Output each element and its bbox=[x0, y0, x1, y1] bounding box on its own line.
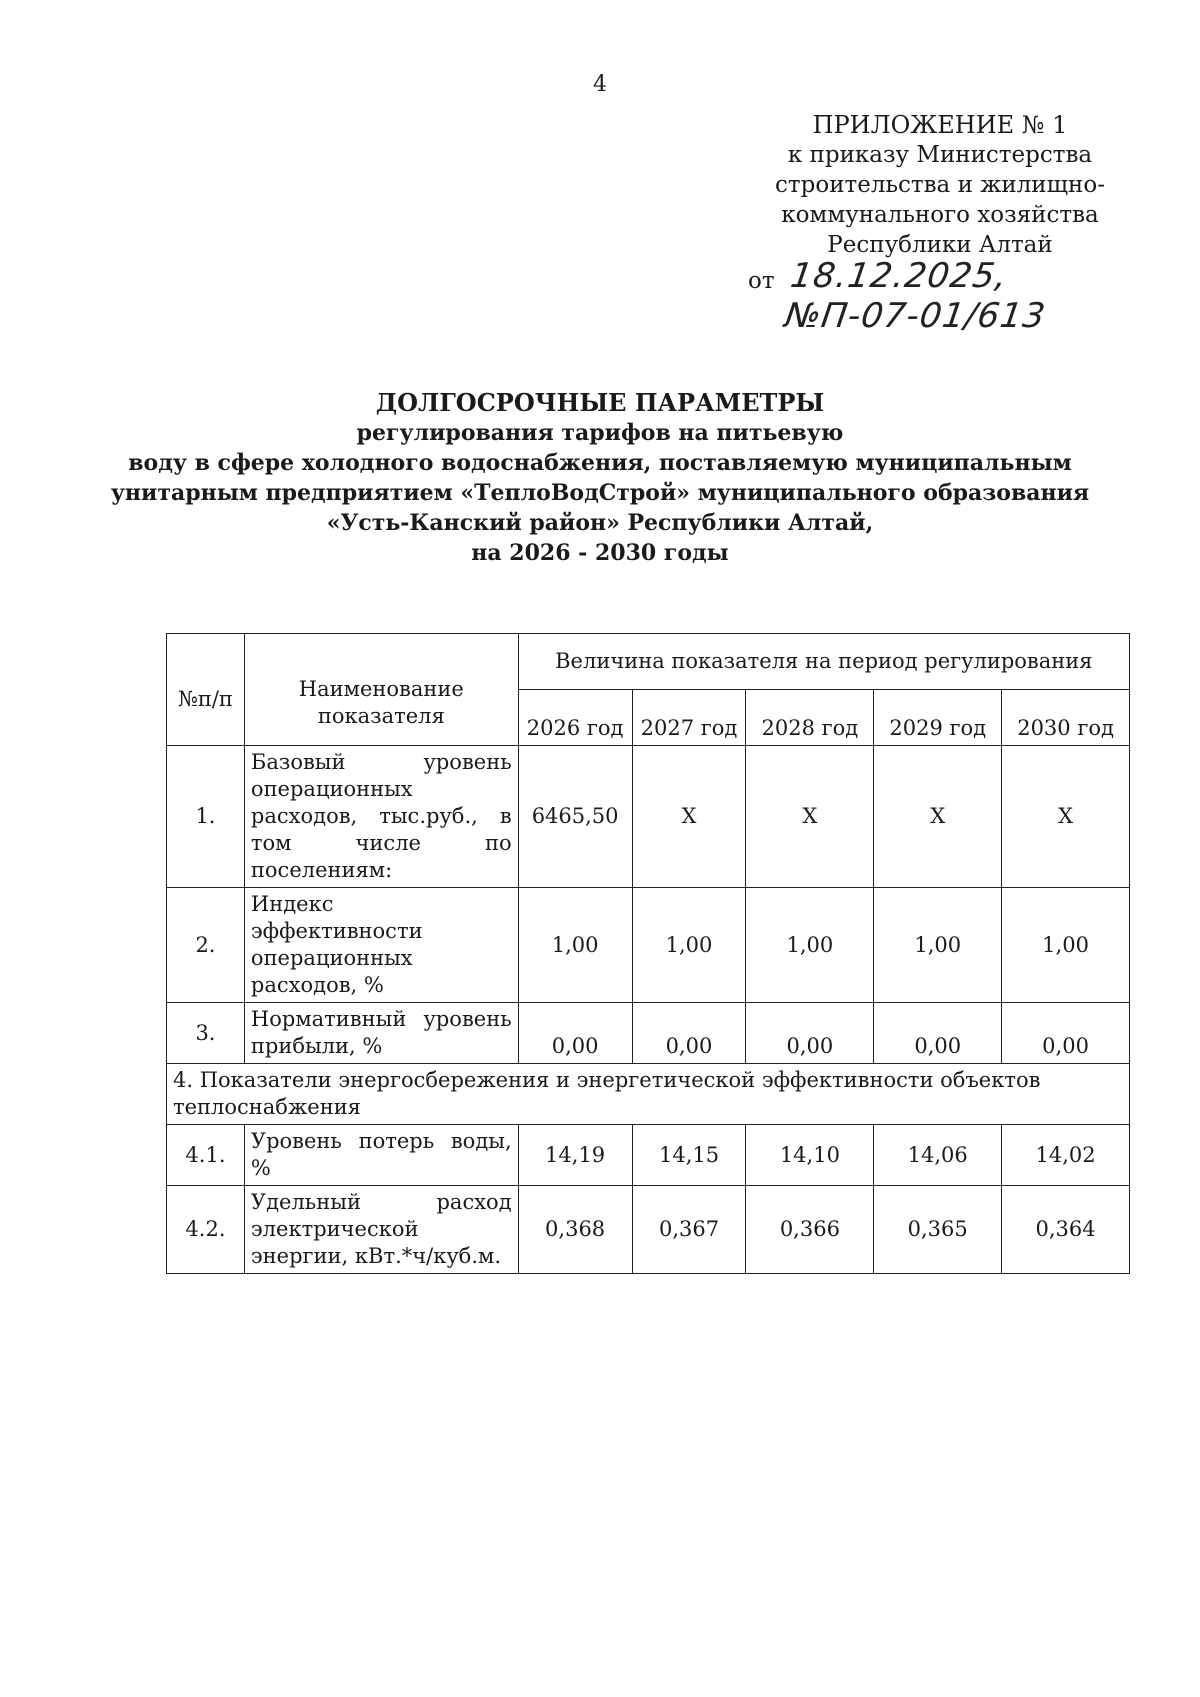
row-num: 2. bbox=[167, 888, 245, 1003]
document-heading bbox=[100, 388, 1100, 568]
row-value: Х bbox=[1002, 746, 1130, 888]
header-name: Наименование показателя bbox=[244, 634, 518, 746]
row-value: 0,00 bbox=[1002, 1003, 1130, 1064]
heading-line: «Усть-Канский район» Республики Алтай, bbox=[326, 510, 874, 536]
page-number: 4 bbox=[593, 72, 607, 97]
appendix-line: строительства и жилищно- bbox=[775, 172, 1105, 198]
row-value: 0,364 bbox=[1002, 1186, 1130, 1274]
table-section-row bbox=[167, 1064, 1130, 1125]
row-value: 14,02 bbox=[1002, 1125, 1130, 1186]
appendix-line: Республики Алтай bbox=[827, 232, 1053, 258]
header-year: 2026 год bbox=[518, 690, 632, 746]
row-value: 0,00 bbox=[746, 1003, 874, 1064]
appendix-line: коммунального хозяйства bbox=[781, 202, 1099, 228]
row-name: Уровень потерь воды, % bbox=[244, 1125, 518, 1186]
table-row bbox=[167, 1186, 1130, 1274]
table-row bbox=[167, 746, 1130, 888]
row-num: 1. bbox=[167, 746, 245, 888]
row-value: 1,00 bbox=[746, 888, 874, 1003]
row-name: Удельный расход электрической энергии, кВт.*ч/куб.м. bbox=[244, 1186, 518, 1274]
row-value: 0,366 bbox=[746, 1186, 874, 1274]
row-name: Индекс эффективности операционных расходов, % bbox=[244, 888, 518, 1003]
header-period: Величина показателя на период регулирования bbox=[518, 634, 1129, 690]
row-value: 14,15 bbox=[632, 1125, 746, 1186]
row-value: 0,00 bbox=[518, 1003, 632, 1064]
heading-line: унитарным предприятием «ТеплоВодСтрой» муниципального образования bbox=[110, 480, 1090, 506]
appendix-block bbox=[760, 110, 1120, 260]
row-value: 14,06 bbox=[874, 1125, 1002, 1186]
row-num: 4.1. bbox=[167, 1125, 245, 1186]
row-value: 0,00 bbox=[632, 1003, 746, 1064]
row-value: 0,00 bbox=[874, 1003, 1002, 1064]
row-value: Х bbox=[874, 746, 1002, 888]
header-year: 2029 год bbox=[874, 690, 1002, 746]
row-num: 4.2. bbox=[167, 1186, 245, 1274]
appendix-title: ПРИЛОЖЕНИЕ № 1 bbox=[812, 111, 1068, 139]
row-value: Х bbox=[746, 746, 874, 888]
parameters-table bbox=[166, 633, 1130, 1274]
header-year: 2027 год bbox=[632, 690, 746, 746]
table-header-row bbox=[167, 634, 1130, 690]
header-year: 2030 год bbox=[1002, 690, 1130, 746]
header-year: 2028 год bbox=[746, 690, 874, 746]
appendix-line: к приказу Министерства bbox=[787, 142, 1093, 168]
table-row bbox=[167, 888, 1130, 1003]
order-reference bbox=[748, 256, 1118, 336]
row-num: 3. bbox=[167, 1003, 245, 1064]
heading-line: регулирования тарифов на питьевую bbox=[356, 420, 844, 446]
table-row bbox=[167, 1003, 1130, 1064]
row-value: 1,00 bbox=[518, 888, 632, 1003]
row-value: 6465,50 bbox=[518, 746, 632, 888]
row-value: 1,00 bbox=[1002, 888, 1130, 1003]
row-value: Х bbox=[632, 746, 746, 888]
row-value: 0,365 bbox=[874, 1186, 1002, 1274]
row-value: 1,00 bbox=[632, 888, 746, 1003]
handwritten-order-number: 18.12.2025, №П-07-01/613 bbox=[782, 256, 1049, 336]
row-value: 0,367 bbox=[632, 1186, 746, 1274]
row-value: 14,19 bbox=[518, 1125, 632, 1186]
header-num: №п/п bbox=[167, 634, 245, 746]
heading-line: ДОЛГОСРОЧНЫЕ ПАРАМЕТРЫ bbox=[375, 388, 825, 417]
section-4-title: 4. Показатели энергосбережения и энергетической эффективности объектов теплоснабжения bbox=[167, 1064, 1130, 1125]
row-value: 0,368 bbox=[518, 1186, 632, 1274]
row-value: 1,00 bbox=[874, 888, 1002, 1003]
row-name: Базовый уровень операционных расходов, тыс.руб., в том числе по поселениям: bbox=[244, 746, 518, 888]
order-prefix: от bbox=[748, 268, 775, 294]
row-name: Нормативный уровень прибыли, % bbox=[244, 1003, 518, 1064]
heading-line: воду в сфере холодного водоснабжения, поставляемую муниципальным bbox=[128, 450, 1072, 476]
heading-line: на 2026 - 2030 годы bbox=[471, 540, 729, 566]
table-row bbox=[167, 1125, 1130, 1186]
row-value: 14,10 bbox=[746, 1125, 874, 1186]
